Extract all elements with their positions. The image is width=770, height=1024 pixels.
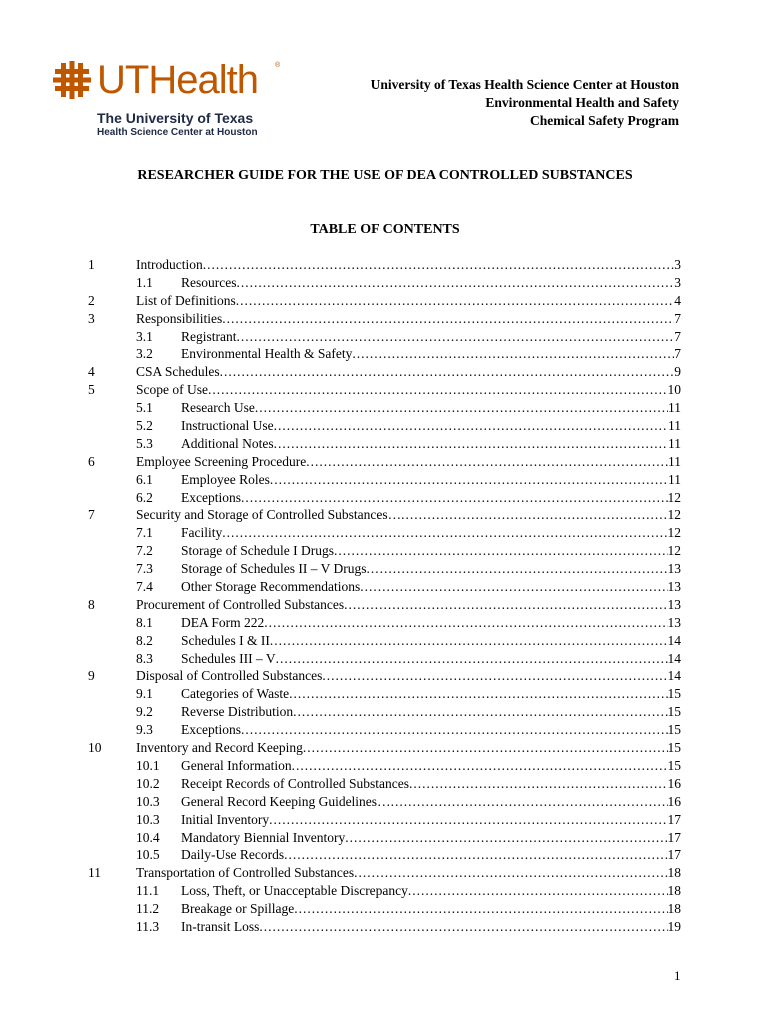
toc-entry[interactable]	[181, 829, 681, 847]
toc-leader-dots	[241, 489, 668, 507]
toc-chapter-number: 6	[88, 453, 95, 469]
toc-entry-title: Registrant	[181, 328, 237, 344]
toc-page-number: 17	[667, 847, 681, 863]
toc-entry[interactable]	[136, 453, 681, 471]
toc-chapter-number: 1	[88, 257, 95, 272]
toc-entry[interactable]	[181, 489, 681, 507]
toc-row	[0, 918, 770, 936]
toc-chapter-number: 2	[88, 292, 95, 308]
toc-section-number: 11.2	[136, 901, 160, 917]
toc-page-number: 3	[674, 257, 681, 272]
toc-row	[0, 274, 770, 292]
toc-leader-dots	[237, 328, 675, 346]
toc-entry[interactable]	[181, 328, 681, 346]
toc-row	[0, 542, 770, 560]
toc-page-number: 11	[668, 400, 681, 416]
toc-leader-dots	[322, 667, 667, 685]
toc-page-number: 15	[667, 704, 681, 720]
toc-entry[interactable]	[181, 703, 681, 721]
toc-entry[interactable]	[181, 685, 681, 703]
toc-entry-title: Exceptions	[181, 722, 241, 738]
toc-row	[0, 685, 770, 703]
toc-leader-dots	[222, 524, 667, 542]
toc-page-number: 16	[667, 775, 681, 791]
toc-row	[0, 399, 770, 417]
toc-page-number: 11	[668, 471, 681, 487]
toc-leader-dots	[360, 578, 667, 596]
toc-row	[0, 614, 770, 632]
toc-entry-title: Reverse Distribution	[181, 704, 294, 720]
toc-leader-dots	[391, 793, 668, 811]
toc-chapter-number: 3	[88, 310, 95, 326]
toc-entry-title: Procurement of Controlled Substances	[136, 596, 345, 612]
toc-chapter-number: 4	[88, 364, 95, 380]
toc-entry[interactable]	[181, 793, 681, 811]
toc-leader-dots	[236, 292, 675, 310]
toc-page-number: 18	[667, 883, 681, 899]
toc-entry-title: Exceptions	[181, 489, 241, 505]
toc-entry-title: Environmental Health & Safety	[181, 346, 353, 362]
toc-entry-title: Inventory and Record Keeping	[136, 740, 303, 756]
toc-entry-title: In-transit Loss	[181, 918, 260, 934]
toc-row	[0, 489, 770, 507]
toc-entry[interactable]	[136, 256, 681, 274]
toc-entry[interactable]	[181, 900, 681, 918]
toc-row	[0, 417, 770, 435]
page-number: 1	[674, 968, 681, 983]
toc-row	[0, 882, 770, 900]
toc-entry-title: General Information	[181, 757, 292, 773]
toc-leader-dots	[270, 471, 668, 489]
org-line-1: University of Texas Health Science Center at Houston	[370, 77, 679, 92]
toc-section-number: 6.2	[136, 489, 153, 505]
toc-leader-dots	[236, 274, 674, 292]
toc-entry-title: Breakage or Spillage	[181, 901, 295, 917]
toc-leader-dots	[303, 739, 668, 757]
logo-registered-mark: ®	[275, 62, 281, 69]
toc-page-number: 15	[667, 740, 681, 756]
toc-row	[0, 721, 770, 739]
toc-leader-dots	[274, 417, 668, 435]
toc-section-number: 10.2	[136, 775, 160, 791]
toc-entry[interactable]	[136, 739, 681, 757]
toc-section-number: 11.1	[136, 883, 160, 899]
toc-leader-dots	[409, 775, 668, 793]
toc-entry[interactable]	[181, 524, 681, 542]
toc-entry[interactable]	[181, 578, 681, 596]
toc-row	[0, 703, 770, 721]
toc-entry-title: Transportation of Controlled Substances	[136, 865, 355, 881]
toc-chapter-number: 9	[88, 668, 95, 684]
toc-page-number: 7	[674, 310, 681, 326]
toc-page-number: 11	[668, 453, 681, 469]
toc-entry-title: Scope of Use	[136, 382, 208, 398]
toc-row	[0, 345, 770, 363]
toc-row	[0, 864, 770, 882]
toc-entry[interactable]	[181, 882, 681, 900]
toc-entry-title: Introduction	[136, 257, 203, 272]
toc-entry-title: Security and Storage of Controlled Substances…	[136, 507, 402, 523]
toc-section-number: 9.3	[136, 722, 153, 738]
toc-leader-dots	[259, 918, 667, 936]
toc-entry-title: Loss, Theft, or Unacceptable Discrepancy	[181, 883, 408, 899]
toc-leader-dots	[294, 900, 667, 918]
logo-wordmark: UTHealth	[97, 58, 258, 102]
toc-entry-title: Storage of Schedule I Drugs	[181, 543, 334, 559]
toc-section-number: 5.3	[136, 435, 153, 451]
toc-section-number: 9.2	[136, 704, 153, 720]
toc-page-number: 15	[667, 757, 681, 773]
toc-entry-title: Receipt Records of Controlled Substances	[181, 775, 409, 791]
toc-row	[0, 560, 770, 578]
toc-row	[0, 632, 770, 650]
toc-leader-dots	[222, 310, 674, 328]
uthealth-logo	[53, 58, 281, 139]
toc-page-number: 11	[668, 435, 681, 451]
toc-leader-dots	[352, 345, 674, 363]
toc-leader-dots	[270, 632, 668, 650]
toc-leader-dots	[293, 703, 667, 721]
toc-entry[interactable]	[136, 363, 681, 381]
toc-page-number: 12	[667, 489, 681, 505]
toc-row	[0, 793, 770, 811]
toc-entry[interactable]	[136, 292, 681, 310]
toc-entry-title: List of Definitions	[136, 292, 236, 308]
toc-section-number: 5.1	[136, 400, 153, 416]
toc-row	[0, 900, 770, 918]
toc-entry-title: Additional Notes	[181, 435, 274, 451]
toc-row	[0, 381, 770, 399]
toc-page-number: 13	[667, 579, 681, 595]
toc-leader-dots	[284, 846, 667, 864]
document-title: RESEARCHER GUIDE FOR THE USE OF DEA CONTROLLED SUBSTANCES	[137, 168, 633, 183]
toc-entry-title: Employee Roles	[181, 471, 270, 487]
toc-entry[interactable]	[136, 596, 681, 614]
toc-leader-dots	[344, 596, 667, 614]
toc-leader-dots	[401, 506, 667, 524]
toc-row	[0, 310, 770, 328]
toc-chapter-number: 11	[88, 865, 101, 881]
toc-entry-title: Responsibilities	[136, 310, 223, 326]
toc-section-number: 5.2	[136, 418, 153, 434]
toc-entry[interactable]	[181, 435, 681, 453]
toc-entry-title: Storage of Schedules II – V Drugs	[181, 561, 367, 577]
toc-leader-dots	[354, 864, 667, 882]
toc-section-number: 7.2	[136, 543, 153, 559]
toc-entry[interactable]	[136, 864, 681, 882]
toc-entry[interactable]	[181, 274, 681, 292]
logo-center-name: Health Science Center at Houston	[97, 127, 258, 138]
toc-page-number: 15	[667, 722, 681, 738]
toc-row	[0, 650, 770, 668]
toc-page-number: 7	[674, 328, 681, 344]
toc-entry[interactable]	[181, 775, 681, 793]
toc-entry-title: Research Use	[181, 400, 255, 416]
toc-section-number: 10.5	[136, 847, 160, 863]
toc-section-number: 6.1	[136, 471, 153, 487]
toc-row	[0, 578, 770, 596]
toc-page-number: 17	[667, 829, 681, 845]
toc-row	[0, 524, 770, 542]
toc-leader-dots	[208, 381, 668, 399]
toc-leader-dots	[334, 542, 668, 560]
toc-section-number: 9.1	[136, 686, 153, 702]
toc-leader-dots	[264, 614, 667, 632]
toc-entry-title: Resources	[181, 274, 237, 290]
toc-entry[interactable]	[181, 417, 681, 435]
toc-entry[interactable]	[181, 471, 681, 489]
toc-heading: TABLE OF CONTENTS	[310, 222, 460, 237]
toc-entry-title: Schedules III – V	[181, 650, 276, 666]
toc-section-number: 7.4	[136, 579, 153, 595]
toc-entry[interactable]	[136, 381, 681, 399]
toc-page-number: 10	[667, 382, 681, 398]
toc-section-number: 7.3	[136, 561, 153, 577]
toc-page-number: 12	[667, 507, 681, 523]
toc-page-number: 17	[667, 811, 681, 827]
organization-header	[371, 76, 679, 130]
toc-page-number: 7	[674, 346, 681, 362]
table-of-contents	[0, 256, 770, 936]
toc-row	[0, 471, 770, 489]
toc-chapter-number: 7	[88, 507, 95, 523]
toc-row	[0, 757, 770, 775]
toc-page-number: 12	[667, 543, 681, 559]
org-line-3: Chemical Safety Program	[530, 113, 679, 128]
toc-entry[interactable]	[136, 310, 681, 328]
toc-leader-dots	[276, 650, 668, 668]
toc-page-number: 13	[667, 596, 681, 612]
toc-entry[interactable]	[181, 846, 681, 864]
toc-row	[0, 328, 770, 346]
uthealth-mark-icon	[53, 61, 91, 99]
toc-page-number: 11	[668, 418, 681, 434]
toc-chapter-number: 5	[88, 382, 95, 398]
toc-row	[0, 596, 770, 614]
toc-leader-dots	[408, 882, 668, 900]
toc-leader-dots	[306, 453, 668, 471]
org-line-2: Environmental Health and Safety	[485, 95, 679, 110]
toc-chapter-number: 8	[88, 596, 95, 612]
logo-university-name: The University of Texas	[97, 110, 254, 126]
toc-row	[0, 829, 770, 847]
toc-page-number: 18	[667, 901, 681, 917]
toc-page-number: 14	[667, 668, 681, 684]
toc-page-number: 9	[674, 364, 681, 380]
toc-entry[interactable]	[181, 560, 681, 578]
toc-page-number: 19	[667, 918, 681, 934]
toc-row	[0, 739, 770, 757]
toc-entry[interactable]	[181, 399, 681, 417]
toc-row	[0, 846, 770, 864]
toc-entry-title: Instructional Use	[181, 418, 274, 434]
toc-entry[interactable]	[181, 757, 681, 775]
toc-entry-title: Facility	[181, 525, 223, 541]
toc-entry[interactable]	[181, 345, 681, 363]
toc-page-number: 13	[667, 561, 681, 577]
toc-entry-title: Categories of Waste	[181, 686, 290, 702]
toc-section-number: 8.1	[136, 614, 153, 630]
toc-section-number: 8.3	[136, 650, 153, 666]
toc-row	[0, 667, 770, 685]
toc-row	[0, 775, 770, 793]
toc-row	[0, 435, 770, 453]
toc-entry[interactable]	[181, 542, 681, 560]
toc-row	[0, 292, 770, 310]
toc-leader-dots	[345, 829, 667, 847]
toc-page-number: 12	[667, 525, 681, 541]
toc-row	[0, 256, 770, 274]
toc-entry-title: General Record Keeping Guidelines…	[181, 793, 391, 809]
toc-entry-title: Initial Inventory	[181, 811, 270, 827]
toc-section-number: 8.2	[136, 632, 153, 648]
toc-entry[interactable]	[136, 667, 681, 685]
toc-section-number: 11.3	[136, 918, 160, 934]
toc-entry[interactable]	[181, 632, 681, 650]
toc-page-number: 3	[674, 274, 681, 290]
toc-section-number: 1.1	[136, 274, 153, 290]
toc-entry-title: Schedules I & II	[181, 632, 270, 648]
toc-section-number: 3.2	[136, 346, 153, 362]
toc-leader-dots	[203, 256, 675, 274]
toc-row	[0, 453, 770, 471]
toc-leader-dots	[274, 435, 668, 453]
toc-row	[0, 506, 770, 524]
toc-leader-dots	[292, 757, 668, 775]
toc-row	[0, 811, 770, 829]
toc-leader-dots	[255, 399, 668, 417]
toc-entry[interactable]	[181, 721, 681, 739]
toc-leader-dots	[220, 363, 675, 381]
toc-entry-title: Mandatory Biennial Inventory	[181, 829, 346, 845]
toc-page-number: 14	[667, 650, 681, 666]
toc-leader-dots	[366, 560, 667, 578]
toc-entry-title: Employee Screening Procedure	[136, 453, 307, 469]
toc-page-number: 13	[667, 614, 681, 630]
toc-entry-title: Other Storage Recommendations	[181, 579, 361, 595]
toc-page-number: 4	[674, 292, 681, 308]
toc-section-number: 10.4	[136, 829, 160, 845]
toc-entry[interactable]	[136, 506, 681, 524]
toc-entry-title: DEA Form 222	[181, 614, 265, 630]
toc-section-number: 7.1	[136, 525, 153, 541]
toc-page-number: 16	[667, 793, 681, 809]
toc-entry[interactable]	[181, 811, 681, 829]
toc-row	[0, 363, 770, 381]
toc-entry[interactable]	[181, 614, 681, 632]
toc-entry-title: Disposal of Controlled Substances	[136, 668, 323, 684]
toc-page-number: 18	[667, 865, 681, 881]
toc-page-number: 15	[667, 686, 681, 702]
toc-entry-title: CSA Schedules	[136, 364, 220, 380]
toc-leader-dots	[241, 721, 668, 739]
toc-page-number: 14	[667, 632, 681, 648]
toc-chapter-number: 10	[88, 740, 102, 756]
toc-section-number: 3.1	[136, 328, 153, 344]
toc-section-number: 10.1	[136, 757, 160, 773]
toc-entry[interactable]	[181, 650, 681, 668]
toc-leader-dots	[269, 811, 667, 829]
toc-leader-dots	[289, 685, 667, 703]
toc-entry-title: Daily-Use Records	[181, 847, 285, 863]
toc-section-number: 10.3	[136, 793, 160, 809]
toc-entry[interactable]	[181, 918, 681, 936]
toc-section-number: 10.3	[136, 811, 160, 827]
